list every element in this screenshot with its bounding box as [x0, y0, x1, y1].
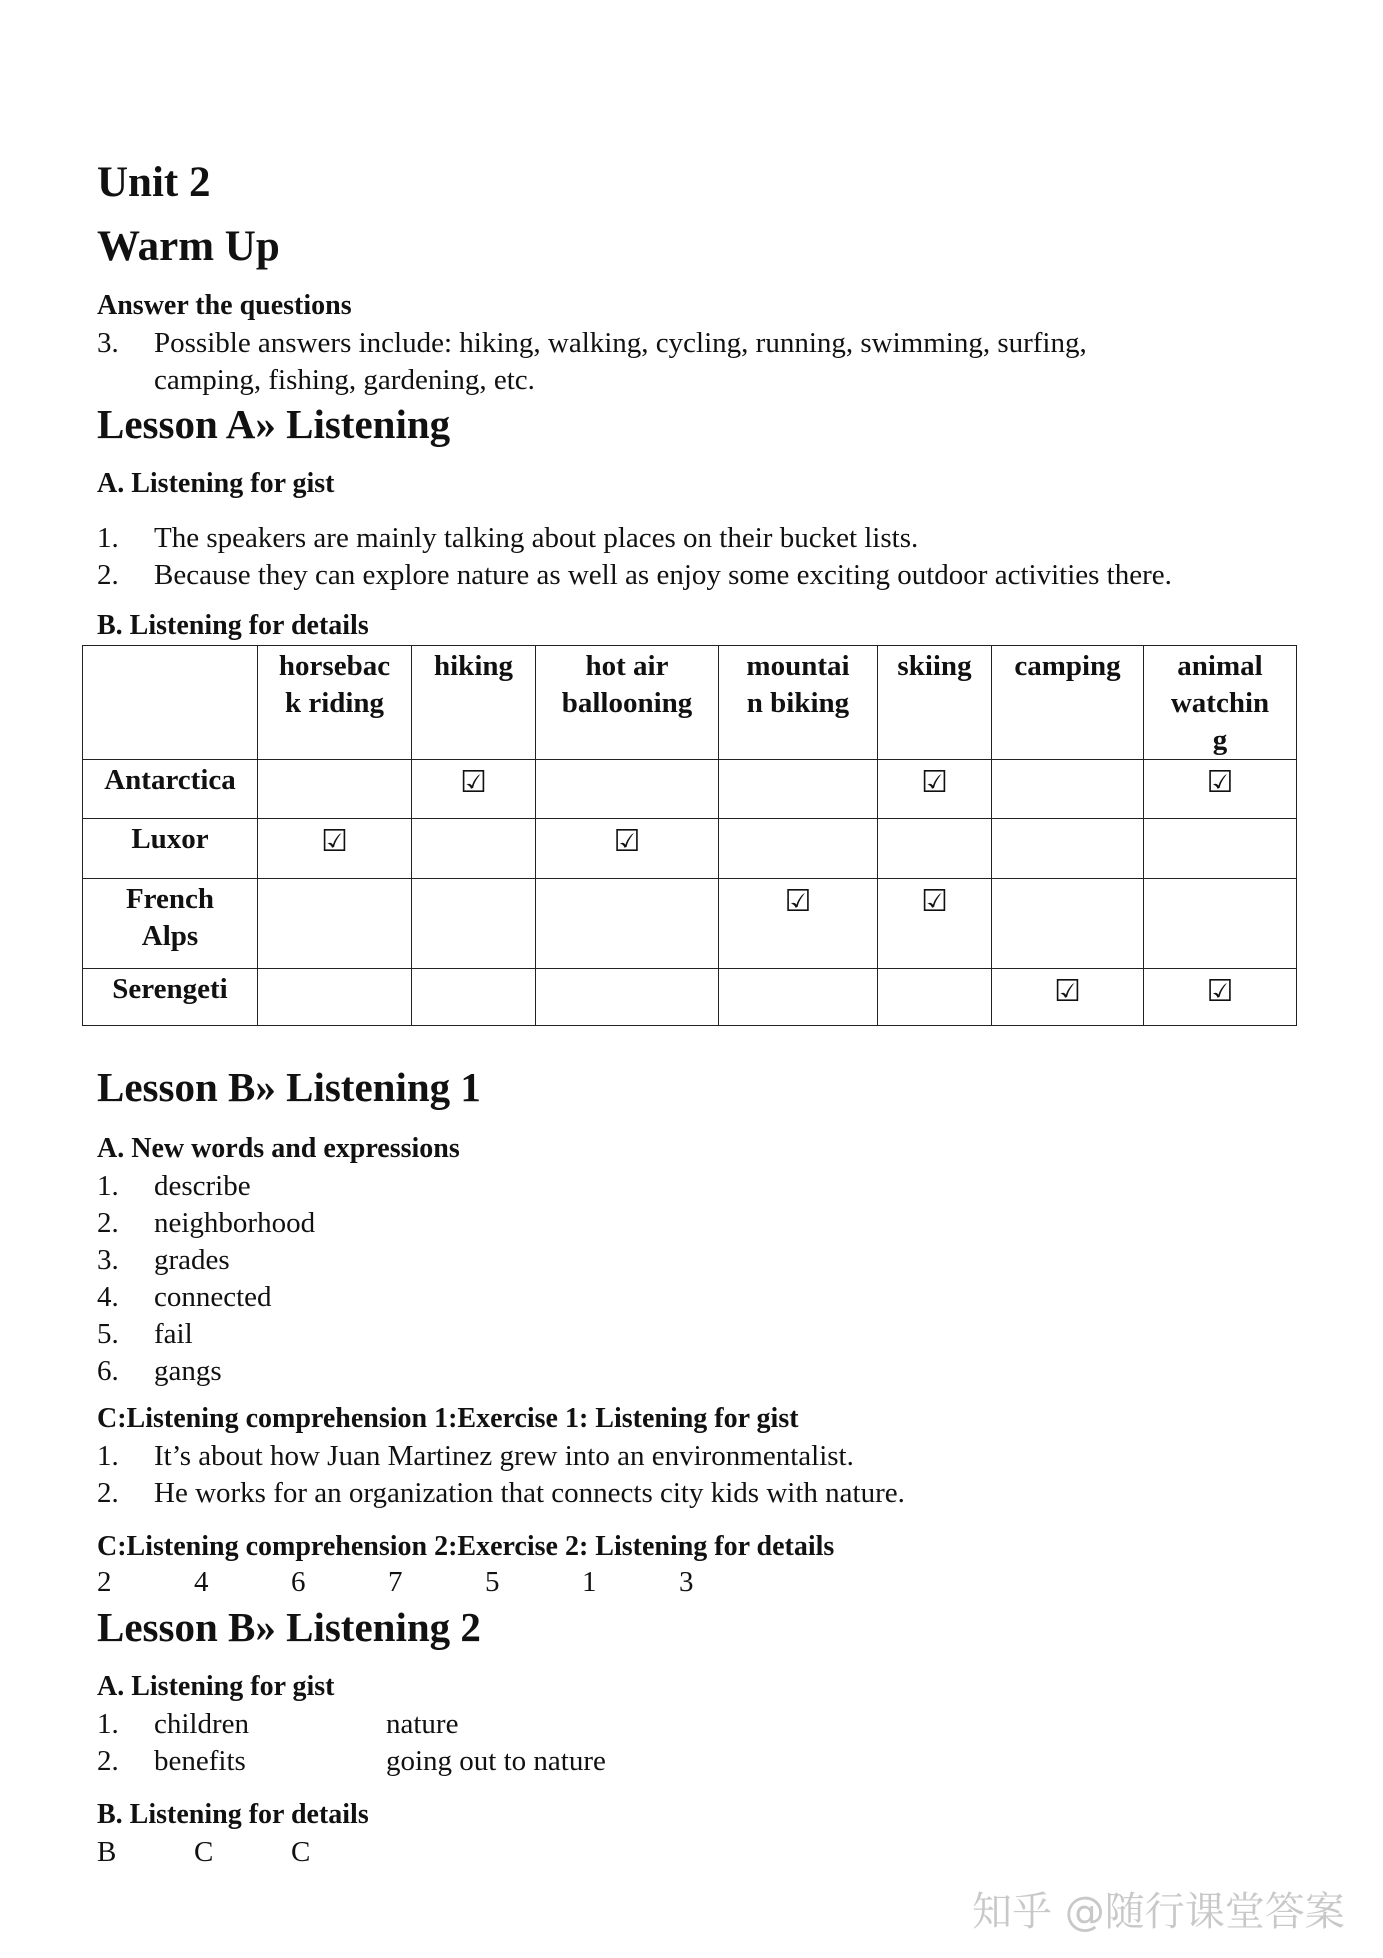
- lesson-a-details-heading: B. Listening for details: [97, 610, 369, 641]
- answer-a: children: [154, 1708, 250, 1740]
- table-cell: [719, 879, 878, 969]
- item-number: 2.: [97, 1207, 119, 1239]
- comp2-heading: C:Listening comprehension 2:Exercise 2: Listening for details: [97, 1531, 835, 1562]
- item-text: He works for an organization that connects city kids with nature.: [154, 1477, 905, 1509]
- item-number: 2.: [97, 1745, 119, 1777]
- item-number: 1.: [97, 1170, 119, 1202]
- column-header: horsebac k riding: [258, 646, 412, 760]
- answer: C: [194, 1836, 214, 1868]
- watermark: 知乎 @随行课堂答案: [972, 1889, 1345, 1935]
- table-cell: [719, 819, 878, 879]
- table-cell: [992, 879, 1144, 969]
- table-cell: [412, 760, 536, 819]
- answer-b: nature: [386, 1708, 459, 1740]
- checkbox-checked-icon: ☑: [1054, 974, 1081, 1009]
- item-number: 3.: [97, 1244, 119, 1276]
- answer: 7: [388, 1566, 403, 1598]
- table-header-row: [83, 646, 1297, 760]
- item-number: 1.: [97, 522, 119, 554]
- table-cell: [878, 760, 992, 819]
- row-header: Luxor: [83, 819, 258, 879]
- column-header: hiking: [412, 646, 536, 760]
- list-item: [97, 1708, 458, 1741]
- table-cell: [878, 879, 992, 969]
- table-cell: [1144, 819, 1297, 879]
- answer: 3: [679, 1566, 694, 1598]
- item-text: describe: [154, 1170, 251, 1202]
- table-cell: [412, 969, 536, 1026]
- lesson-b2-details-heading: B. Listening for details: [97, 1799, 369, 1830]
- table-cell: [878, 969, 992, 1026]
- table-cell: [1144, 760, 1297, 819]
- lesson-a-title: Lesson A» Listening: [97, 401, 451, 447]
- table-cell: [536, 760, 719, 819]
- unit-title: Unit 2: [97, 159, 211, 206]
- list-item: [97, 1745, 606, 1778]
- list-item: [97, 559, 1172, 592]
- list-item: [97, 1355, 222, 1388]
- warmup-item: [97, 327, 1087, 360]
- table-cell: [258, 879, 412, 969]
- table-cell: [412, 879, 536, 969]
- warmup-subheading: Answer the questions: [97, 290, 352, 321]
- item-text: gangs: [154, 1355, 222, 1387]
- table-cell: [536, 969, 719, 1026]
- checkbox-checked-icon: ☑: [321, 824, 348, 859]
- item-number: 1.: [97, 1708, 119, 1740]
- checkbox-checked-icon: ☑: [613, 824, 641, 859]
- column-header: hot air ballooning: [536, 646, 719, 760]
- item-text: connected: [154, 1281, 272, 1313]
- answer: 4: [194, 1566, 209, 1598]
- checkbox-checked-icon: ☑: [921, 765, 948, 800]
- list-item: [97, 1477, 905, 1510]
- comp1-heading: C:Listening comprehension 1:Exercise 1: Listening for gist: [97, 1403, 799, 1434]
- item-number: 2.: [97, 1477, 119, 1509]
- checkbox-checked-icon: ☑: [1206, 974, 1234, 1009]
- lesson-a-gist-heading: A. Listening for gist: [97, 468, 335, 499]
- item-text: It’s about how Juan Martinez grew into an environmentalist.: [154, 1440, 854, 1472]
- warmup-title: Warm Up: [97, 223, 280, 270]
- item-text: neighborhood: [154, 1207, 316, 1239]
- lesson-b2-title: Lesson B» Listening 2: [97, 1604, 481, 1650]
- item-text: grades: [154, 1244, 230, 1276]
- table-row: [83, 969, 1297, 1026]
- list-item: [97, 1281, 272, 1314]
- row-header: French Alps: [83, 879, 258, 969]
- list-item: [97, 1318, 193, 1351]
- table-cell: [536, 819, 719, 879]
- answer: 1: [582, 1566, 597, 1598]
- warmup-item-continued: camping, fishing, gardening, etc.: [154, 364, 535, 396]
- item-number: 3.: [97, 327, 119, 359]
- column-header: camping: [992, 646, 1144, 760]
- list-item: [97, 1207, 315, 1240]
- table-cell: [412, 819, 536, 879]
- list-item: [97, 1440, 854, 1473]
- table-cell: [536, 879, 719, 969]
- table-row: [83, 760, 1297, 819]
- table-cell: [992, 760, 1144, 819]
- table-cell: [258, 760, 412, 819]
- lesson-b1-words-heading: A. New words and expressions: [97, 1133, 460, 1164]
- answer: 5: [485, 1566, 500, 1598]
- checkbox-checked-icon: ☑: [460, 765, 487, 800]
- table-row: [83, 819, 1297, 879]
- table-cell: [992, 819, 1144, 879]
- row-header: Antarctica: [83, 760, 258, 819]
- table-cell: [258, 969, 412, 1026]
- details-answers: [97, 1836, 388, 1869]
- column-header: mountai n biking: [719, 646, 878, 760]
- table-cell: [878, 819, 992, 879]
- item-text: Because they can explore nature as well as enjoy some exciting outdoor activities there.: [154, 559, 1172, 591]
- list-item: [97, 522, 918, 555]
- row-header: Serengeti: [83, 969, 258, 1026]
- table-cell: [1144, 969, 1297, 1026]
- table-cell: [1144, 879, 1297, 969]
- activities-table: [82, 645, 1297, 1026]
- item-text: Possible answers include: hiking, walking, cycling, running, swimming, surfing,: [154, 327, 1087, 359]
- item-number: 4.: [97, 1281, 119, 1313]
- table-cell: [992, 969, 1144, 1026]
- item-number: 6.: [97, 1355, 119, 1387]
- table-cell: [719, 969, 878, 1026]
- item-text: fail: [154, 1318, 193, 1350]
- checkbox-checked-icon: ☑: [921, 884, 948, 919]
- list-item: [97, 1170, 251, 1203]
- table-cell: [719, 760, 878, 819]
- comp2-answers: [97, 1566, 776, 1599]
- table-cell: [258, 819, 412, 879]
- item-text: The speakers are mainly talking about places on their bucket lists.: [154, 522, 919, 554]
- item-number: 5.: [97, 1318, 119, 1350]
- answer: 6: [291, 1566, 306, 1598]
- checkbox-checked-icon: ☑: [1206, 765, 1234, 800]
- corner-cell: [83, 646, 258, 760]
- column-header: animal watchin g: [1144, 646, 1297, 760]
- answer-b: going out to nature: [386, 1745, 606, 1777]
- answer: B: [97, 1836, 117, 1868]
- checkbox-checked-icon: ☑: [784, 884, 812, 919]
- lesson-b2-gist-heading: A. Listening for gist: [97, 1671, 335, 1702]
- answer: C: [291, 1836, 311, 1868]
- answer-a: benefits: [154, 1745, 246, 1777]
- item-number: 1.: [97, 1440, 119, 1472]
- column-header: skiing: [878, 646, 992, 760]
- lesson-b1-title: Lesson B» Listening 1: [97, 1064, 481, 1110]
- table-row: [83, 879, 1297, 969]
- item-number: 2.: [97, 559, 119, 591]
- list-item: [97, 1244, 230, 1277]
- answer: 2: [97, 1566, 112, 1598]
